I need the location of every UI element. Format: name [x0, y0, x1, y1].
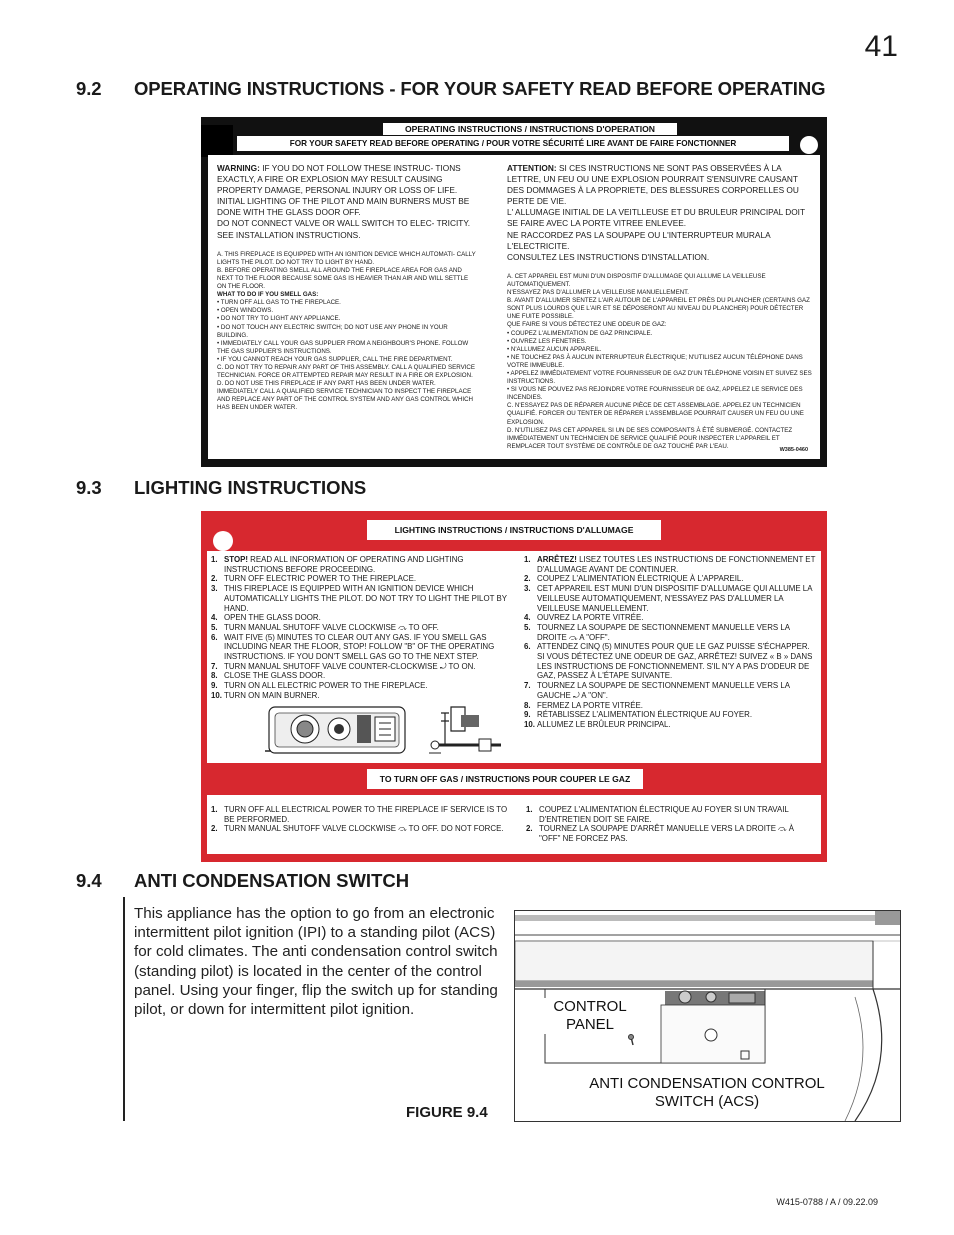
lighting-instructions-panel — [201, 511, 827, 862]
step-text — [537, 555, 816, 574]
step-item — [524, 710, 816, 720]
french-turn-off-steps — [526, 805, 816, 844]
step-body: OUVREZ LA PORTE VITRÉE. — [537, 613, 644, 623]
step-item — [211, 805, 509, 824]
attention-para — [507, 163, 813, 207]
step-item — [211, 662, 509, 672]
step-number: 6. — [524, 642, 531, 652]
section-9-4-heading — [76, 870, 409, 892]
operating-instructions-panel — [201, 117, 827, 467]
step-number: 4. — [211, 613, 218, 623]
step-body: COUPEZ L'ALIMENTATION ÉLECTRIQUE À L'APPAREIL. — [537, 574, 744, 584]
fine-line: N'ESSAYEZ PAS D'ALLUMER LA VEILLEUSE MANUELLEMENT. — [507, 289, 689, 297]
step-item — [524, 642, 816, 681]
step-text — [539, 805, 816, 824]
step-body: TOURNEZ LA SOUPAPE DE SECTIONNEMENT MANUELLE VERS LA DROITE ⤼ A "OFF". — [537, 622, 790, 642]
english-lighting-steps — [211, 555, 509, 701]
fine-line: QUE FAIRE SI VOUS DÉTECTEZ UNE ODEUR DE GAZ: — [507, 321, 667, 329]
fine-line: B. BEFORE OPERATING SMELL ALL AROUND THE FIREPLACE AREA FOR GAS AND NEXT TO THE FLOOR BECAUSE SOME GAS IS HEAVIER THAN AIR AND WILL SETTLE ON THE FLOOR. — [217, 266, 469, 291]
step-item — [524, 701, 816, 711]
step-item — [524, 574, 816, 584]
fine-line: • OUVREZ LES FENETRES. — [507, 337, 587, 345]
step-item — [211, 824, 509, 834]
page-number: 41 — [864, 30, 898, 63]
fine-line: • N'ALLUMEZ AUCUN APPAREIL. — [507, 345, 602, 353]
lighting-instructions-bar: LIGHTING INSTRUCTIONS / INSTRUCTIONS D'ALLUMAGE — [367, 520, 661, 540]
mounting-hole-icon — [800, 136, 818, 154]
step-number: 7. — [524, 681, 531, 691]
step-text — [537, 574, 816, 584]
step-body: TURN ON MAIN BURNER. — [224, 690, 320, 700]
step-item — [211, 691, 509, 701]
step-body: WAIT FIVE (5) MINUTES TO CLEAR OUT ANY GAS. IF YOU SMELL GAS INCLUDING NEAR THE FLOOR, STOP! FOLLOW "B" OF THE OPERATING INSTRUCTIONS. IF YOU DON'T SMELL GAS GO TO THE NEXT STEP. — [224, 632, 495, 662]
section-title: OPERATING INSTRUCTIONS - FOR YOUR SAFETY READ BEFORE OPERATING — [134, 78, 826, 99]
fine-line: • DO NOT TRY TO LIGHT ANY APPLIANCE. — [217, 315, 341, 323]
mounting-hole-icon — [213, 531, 233, 551]
step-text — [224, 633, 509, 662]
fine-line: • COUPEZ L'ALIMENTATION DE GAZ PRINCIPALE. — [507, 329, 653, 337]
step-item — [211, 613, 509, 623]
step-body: ALLUMEZ LE BRÛLEUR PRINCIPAL. — [537, 719, 671, 729]
attention-label: ATTENTION: — [507, 163, 557, 173]
step-text — [537, 623, 816, 642]
step-text — [224, 613, 509, 623]
step-body: THIS FIREPLACE IS EQUIPPED WITH AN IGNITION DEVICE WHICH AUTOMATICALLY LIGHTS THE PILOT. DO NOT TRY TO LIGHT THE PILOT BY HAND. — [224, 584, 507, 613]
english-fine-print — [217, 251, 477, 413]
step-number: 10. — [211, 690, 222, 700]
warning-line: DO NOT CONNECT VALVE OR WALL SWITCH TO ELEC- TRICITY. SEE INSTALLATION INSTRUCTIONS. — [217, 218, 471, 240]
step-number: 8. — [524, 700, 531, 710]
step-number: 1. — [524, 555, 531, 564]
step-item — [524, 584, 816, 613]
step-text — [224, 805, 509, 824]
step-number: 1. — [526, 805, 533, 814]
fine-line: • NE TOUCHEZ PAS À AUCUN INTERRUPTEUR ÉLECTRIQUE; N'UTILISEZ AUCUN TÉLÉPHONE DANS VOTRE IMMEUBLE. — [507, 353, 803, 369]
step-emphasis: STOP! — [224, 555, 248, 564]
step-text — [224, 671, 509, 681]
step-body: ATTENDEZ CINQ (5) MINUTES POUR QUE LE GAZ PUISSE S'ÉCHAPPER. SI VOUS DÉTECTEZ UNE ODEUR DE GAZ, ARRÊTEZ! SUIVEZ « B » DANS LES INSTRUCTIONS DE FONCTIONNEMENT. S'IL N'Y A PAS D'ODEUR DE GAZ, PASSEZ À L'ÉTAPE SUIVANTE. — [537, 642, 813, 681]
step-body: OPEN THE GLASS DOOR. — [224, 613, 321, 623]
document-code: W385-0460 — [779, 447, 808, 453]
fine-line: WHAT TO DO IF YOU SMELL GAS: — [217, 291, 319, 299]
step-number: 10. — [524, 719, 535, 729]
step-item — [524, 720, 816, 730]
step-text — [537, 710, 816, 720]
step-item — [524, 681, 816, 700]
step-number: 3. — [524, 584, 531, 594]
section-number: 9.3 — [76, 477, 102, 498]
fine-line: • OPEN WINDOWS. — [217, 307, 274, 315]
fine-line: C. DO NOT TRY TO REPAIR ANY PART OF THIS ASSEMBLY. CALL A QUALIFIED SERVICE TECHNICIAN. FORCE OR ATTEMPTED REPAIR MAY RESULT IN A FIRE OR EXPLOSION. — [217, 363, 476, 380]
acs-description: This appliance has the option to go from an electronic intermittent pilot ignition (IPI) to a standing pilot (ACS) for cold climates. The anti condensation control switch (standing pilot) is located in the center of the control panel. Using your finger, flip the switch up for standing pilot, or down for intermittent pilot ignition. — [134, 905, 498, 1019]
step-text — [224, 691, 509, 701]
step-number: 2. — [524, 574, 531, 584]
warning-para — [217, 163, 477, 196]
section-title: ANTI CONDENSATION SWITCH — [134, 870, 410, 891]
section-9-3-heading — [76, 477, 366, 499]
step-body: RÉTABLISSEZ L'ALIMENTATION ÉLECTRIQUE AU FOYER. — [537, 710, 753, 720]
step-item — [524, 555, 816, 574]
corner-block — [201, 125, 233, 157]
step-body: READ ALL INFORMATION OF OPERATING AND LIGHTING INSTRUCTIONS BEFORE PROCEEDING. — [224, 555, 464, 574]
margin-rule — [123, 897, 125, 1121]
fine-line: • SI VOUS NE POUVEZ PAS REJOINDRE VOTRE FOURNISSEUR DE GAZ, APPELEZ LE SERVICE DES INCENDIES. — [507, 386, 803, 402]
step-item — [524, 623, 816, 642]
step-number: 7. — [211, 661, 218, 671]
step-emphasis: ARRÊTEZ! — [537, 555, 577, 564]
french-fine-print — [507, 273, 813, 451]
step-number: 3. — [211, 584, 218, 594]
step-number: 9. — [211, 681, 218, 691]
step-number: 5. — [211, 622, 218, 632]
step-text — [224, 824, 509, 834]
operating-instructions-body — [208, 155, 820, 459]
french-lighting-steps — [524, 555, 816, 730]
step-body: COUPEZ L'ALIMENTATION ÉLECTRIQUE AU FOYER SI UN TRAVAIL D'ENTRETIEN DOIT SE FAIRE. — [539, 805, 789, 824]
step-number: 8. — [211, 671, 218, 681]
fine-line: C. N'ESSAYEZ PAS DE RÉPARER AUCUNE PIÈCE DE CET ASSEMBLAGE. APPELEZ UN TECHNICIEN QUALIFIÉ. FORCER OU TENTER DE RÉPARER L'ASSEMBLAGE POURRAIT CAUSER UN FEU OU UNE EXPLOSION. — [507, 402, 804, 426]
step-item — [526, 805, 816, 824]
fine-line: A. CET APPAREIL EST MUNI D'UN DISPOSITIF D'ALLUMAGE QUI ALLUME LA VEILLEUSE AUTOMATIQUEMENT. — [507, 272, 766, 288]
step-number: 6. — [211, 632, 218, 642]
step-item — [524, 613, 816, 623]
fine-line: • APPELEZ IMMÉDIATEMENT VOTRE FOURNISSEUR DE GAZ D'UN TÉLÉPHONE VOISIN ET SUIVEZ SES INSTRUCTIONS. — [507, 369, 812, 386]
step-body: TOURNEZ LA SOUPAPE DE SECTIONNEMENT MANUELLE VERS LA GAUCHE ⤾ A "ON". — [537, 681, 790, 700]
step-text — [224, 574, 509, 584]
step-text — [224, 623, 509, 633]
step-item — [211, 555, 509, 574]
section-number: 9.4 — [76, 870, 102, 891]
operating-instructions-bar: OPERATING INSTRUCTIONS / INSTRUCTIONS D'OPERATION — [383, 123, 677, 135]
warning-text: IF YOU DO NOT FOLLOW THESE INSTRUC- TIONS EXACTLY, A FIRE OR EXPLOSION MAY RESULT CAUSING PROPERTY DAMAGE, PERSONAL INJURY OR LOSS OF LIFE. — [217, 163, 461, 196]
gas-valve-diagram — [265, 701, 515, 761]
warning-line: INITIAL LIGHTING OF THE PILOT AND MAIN BURNERS MUST BE DONE WITH THE GLASS DOOR OFF. — [217, 196, 470, 218]
step-body: TURN MANUAL SHUTOFF VALVE COUNTER-CLOCKWISE ⤾ TO ON. — [224, 661, 476, 671]
step-text — [537, 642, 816, 681]
step-body: CET APPAREIL EST MUNI D'UN DISPOSITIF D'ALLUMAGE QUI ALLUME LA VEILLEUSE AUTOMATIQUEMENT, N'ESSAYEZ PAS D'ALLUMER LA VEILLEUSE MANUELLEMENT. — [537, 584, 813, 613]
section-number: 9.2 — [76, 78, 102, 99]
attention-line: CONSULTEZ LES INSTRUCTIONS D'INSTALLATION. — [507, 251, 710, 262]
document-footer: W415-0788 / A / 09.22.09 — [776, 1197, 878, 1207]
english-column — [217, 163, 477, 413]
step-text — [224, 681, 509, 691]
step-text — [537, 701, 816, 711]
step-item — [211, 584, 509, 613]
step-body: LISEZ TOUTES LES INSTRUCTIONS DE FONCTIONNEMENT ET D'ALLUMAGE AVANT DE CONTINUER. — [537, 555, 816, 574]
control-panel-label: CONTROL PANEL — [543, 998, 637, 1034]
step-text — [537, 584, 816, 613]
fine-line: B. AVANT D'ALLUMER SENTEZ L'AIR AUTOUR DE L'APPAREIL ET PRÈS DU PLANCHER (CERTAINS GAZ SONT PLUS LOURDS QUE L'AIR ET SE DÉPOSERONT AU NIVEAU DU PLANCHER) POUR DÉTECTER UNE FUITE POSSIBLE. — [507, 297, 810, 321]
turn-off-steps-box — [207, 795, 821, 854]
step-number: 4. — [524, 613, 531, 623]
fine-line: • DO NOT TOUCH ANY ELECTRIC SWITCH; DO NOT USE ANY PHONE IN YOUR BUILDING. — [217, 323, 448, 339]
step-number: 5. — [524, 622, 531, 632]
step-number: 1. — [211, 555, 218, 564]
fine-line: D. N'UTILISEZ PAS CET APPAREIL SI UN DE SES COMPOSANTS À ÉTÉ SUBMERGÉ. CONTACTEZ IMMÉDIATEMENT UN TECHNICIEN DE SERVICE QUALIFIÉ POUR INSPECTER L'APPAREIL ET REMPLACER TOUT SYSTÈME DE CONTRÔLE DE GAZ TOUCHÉ PAR L'EAU. — [507, 426, 793, 450]
control-panel-figure — [514, 910, 901, 1122]
step-number: 2. — [211, 574, 218, 584]
acs-switch-label: ANTI CONDENSATION CONTROL SWITCH (ACS) — [589, 1075, 825, 1110]
step-body: TOURNEZ LA SOUPAPE D'ARRÊT MANUELLE VERS LA DROITE ⤼ À "OFF" NE FORCEZ PAS. — [539, 824, 795, 844]
step-body: TURN ON ALL ELECTRIC POWER TO THE FIREPLACE. — [224, 681, 428, 691]
fine-line: • IF YOU CANNOT REACH YOUR GAS SUPPLIER, CALL THE FIRE DEPARTMENT. — [217, 355, 453, 363]
step-text — [224, 555, 509, 574]
step-text — [224, 662, 509, 672]
step-number: 2. — [211, 824, 218, 834]
safety-read-bar: FOR YOUR SAFETY READ BEFORE OPERATING / POUR VOTRE SÉCURITÉ LIRE AVANT DE FAIRE FONCTIONNER — [237, 136, 789, 151]
fine-line: • TURN OFF ALL GAS TO THE FIREPLACE. — [217, 299, 341, 307]
section-9-2-heading — [76, 78, 825, 100]
step-number: 2. — [526, 824, 533, 834]
fine-line: • IMMEDIATELY CALL YOUR GAS SUPPLIER FROM A NEIGHBOUR'S PHONE. FOLLOW THE GAS SUPPLIER'S INSTRUCTIONS. — [217, 339, 469, 355]
step-body: TURN OFF ELECTRIC POWER TO THE FIREPLACE. — [224, 574, 417, 584]
attention-text: SI CES INSTRUCTIONS NE SONT PAS OBSERVÉES À LA LETTRE, UN FEU OU UNE EXPLOSION POURRAIT S'ENSUIVRE CAUSANT DES DOMMAGES À LA PROPRIETE, DES BLESSURES CORPORELLES OU PERTE DE VIE. — [507, 163, 799, 207]
step-item — [211, 681, 509, 691]
step-body: TURN MANUAL SHUTOFF VALVE CLOCKWISE ⤼ TO OFF. DO NOT FORCE. — [224, 824, 504, 834]
french-column — [507, 163, 813, 451]
fine-line: A. THIS FIREPLACE IS EQUIPPED WITH AN IGNITION DEVICE WHICH AUTOMATI- CALLY LIGHTS THE PILOT. DO NOT TRY TO LIGHT BY HAND. — [217, 250, 476, 266]
step-number: 9. — [524, 710, 531, 720]
turn-off-gas-bar: TO TURN OFF GAS / INSTRUCTIONS POUR COUPER LE GAZ — [367, 769, 643, 789]
step-text — [537, 613, 816, 623]
lighting-steps-box — [207, 551, 821, 763]
step-text — [224, 584, 509, 613]
step-item — [211, 574, 509, 584]
fine-line: D. DO NOT USE THIS FIREPLACE IF ANY PART HAS BEEN UNDER WATER. IMMEDIATELY CALL A QUALIFIED SERVICE TECHNICIAN TO INSPECT THE FIREPLACE AND REPLACE ANY PART OF THE CONTROL SYSTEM AND ANY GAS CONTROL WHICH HAS BEEN UNDER WATER. — [217, 380, 474, 412]
step-body: TURN OFF ALL ELECTRICAL POWER TO THE FIREPLACE IF SERVICE IS TO BE PERFORMED. — [224, 805, 508, 824]
attention-line: L' ALLUMAGE INITIAL DE LA VEITLLEUSE ET DU BRULEUR PRINCIPAL DOIT SE FAIRE AVEC LA PORTE VITREE ENLEVEE. — [507, 207, 805, 229]
step-item — [526, 824, 816, 843]
step-text — [537, 681, 816, 700]
step-item — [211, 671, 509, 681]
english-turn-off-steps — [211, 805, 509, 834]
step-number: 1. — [211, 805, 218, 814]
attention-line: NE RACCORDEZ PAS LA SOUPAPE OU L'INTERRUPTEUR MURALA L'ELECTRICITE. — [507, 229, 771, 251]
step-item — [211, 633, 509, 662]
step-body: CLOSE THE GLASS DOOR. — [224, 671, 326, 681]
figure-caption: FIGURE 9.4 — [406, 1104, 488, 1121]
section-title: LIGHTING INSTRUCTIONS — [134, 477, 367, 498]
step-item — [211, 623, 509, 633]
step-text — [539, 824, 816, 843]
step-text — [537, 720, 816, 730]
step-body: TURN MANUAL SHUTOFF VALVE CLOCKWISE ⤼ TO OFF. — [224, 622, 439, 632]
step-body: FERMEZ LA PORTE VITRÉE. — [537, 700, 643, 710]
warning-label: WARNING: — [217, 163, 260, 173]
